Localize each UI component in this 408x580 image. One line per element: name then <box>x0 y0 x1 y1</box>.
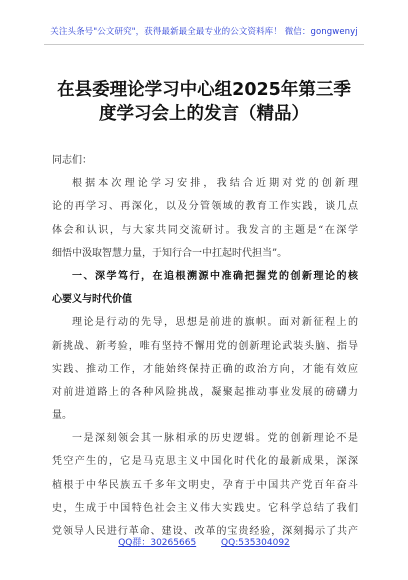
body-line: 植根于中华民族五千多年文明史，孕育于中国共产党百年奋斗 <box>52 479 358 491</box>
body-line: 实践、推动工作，才能始终保持正确的政治方向，才能有效应 <box>52 363 358 375</box>
body-line: 一、深学笃行，在追根溯源中准确把握党的创新理论的核 <box>72 270 358 282</box>
footer-contact <box>0 535 408 548</box>
body-line: 史，生成于中国特色社会主义伟大实践史。它科学总结了我们 <box>52 502 358 514</box>
footer-qq-group: QQ群：30265665 <box>118 538 197 548</box>
body-line: 论的再学习、再深化，以及分管领域的教育工作实践，谈几点 <box>52 201 358 213</box>
body-line: 体会和认识，与大家共同交流研讨。我发言的主题是“在深学 <box>52 224 358 236</box>
body-line: 理论是行动的先导，思想是前进的旗帜。面对新征程上的 <box>72 317 358 329</box>
header-promo-note: 关注头条号"公文研究"，获得最新最全最专业的公文资料库！ 微信：gongwenyj <box>50 27 358 37</box>
title-line-2: 度学习会上的发言（精品） <box>99 104 309 124</box>
body-line: 一是深刻领会其一脉相承的历史逻辑。党的创新理论不是 <box>72 433 358 445</box>
body-line: 根据本次理论学习安排，我结合近期对党的创新理 <box>72 178 358 190</box>
body-line: 凭空产生的，它是马克思主义中国化时代化的最新成果，深深 <box>52 456 358 468</box>
body-line: 细悟中汲取智慧力量，于知行合一中扛起时代担当”。 <box>52 247 288 259</box>
footer-qq-number: QQ:535304092 <box>221 538 290 548</box>
document-body <box>52 149 358 543</box>
document-title <box>0 78 408 126</box>
body-line: 同志们： <box>52 155 92 166</box>
body-line: 对前进道路上的各种风险挑战，凝聚起推动事业发展的磅礴力 <box>52 386 358 398</box>
title-line-1: 在县委理论学习中心组2025年第三季 <box>57 80 351 100</box>
header-divider <box>44 44 364 45</box>
body-line: 新挑战、新考验，唯有坚持不懈用党的创新理论武装头脑、指导 <box>52 340 358 352</box>
body-line: 量。 <box>52 410 72 422</box>
body-line: 心要义与时代价值 <box>52 294 132 306</box>
body-line: 党领导人民进行革命、建设、改革的宝贵经验，深刻揭示了共产 <box>52 526 358 537</box>
